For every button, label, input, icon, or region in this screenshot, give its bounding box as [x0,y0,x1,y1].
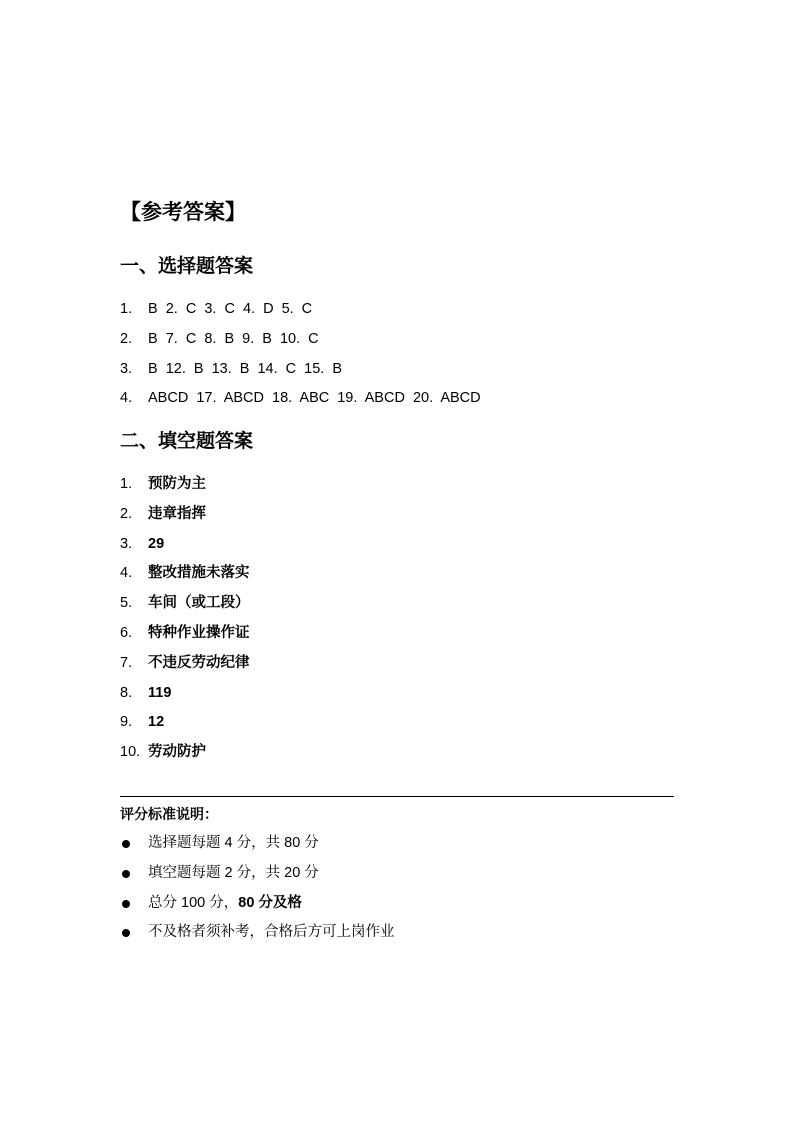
item-text: 119 [148,684,172,701]
item-number: 9. [120,714,133,731]
item-text: B 2. C 3. C 4. D 5. C [148,301,313,317]
item-number: 2. [120,505,133,522]
item-text: 选择题每题 4 分，共 80 分 [148,835,319,851]
item-text: 预防为主 [148,476,206,492]
item-text: 不及格者须补考，合格后方可上岗作业 [148,924,395,941]
page-title: 【参考答案】 [120,201,246,224]
section-divider [120,796,674,797]
item-number: 4. [120,390,133,407]
item-number: 6. [120,624,133,641]
section-heading-multiple-choice: 一、选择题答案 [120,256,254,277]
item-text: B 12. B 13. B 14. C 15. B [148,360,343,377]
item-number: 5. [120,595,133,612]
bullet-icon [122,929,130,937]
item-text: 整改措施未落实 [148,565,250,582]
bullet-icon [122,840,130,848]
item-number: 1. [120,301,133,317]
item-text: 劳动防护 [148,744,206,761]
bullet-icon [122,900,130,908]
item-number: 8. [120,684,133,701]
item-text-wrapper [148,889,302,919]
item-text: 总分 100 分， [148,894,239,911]
section-heading-fill-in-blank: 二、填空题答案 [120,431,254,452]
item-number: 2. [120,330,133,347]
item-text: 特种作业操作证 [148,624,250,641]
item-number: 1. [120,476,133,492]
pass-threshold-text: 80 分及格 [238,894,302,911]
item-text: 不违反劳动纪律 [148,654,250,671]
scoring-title: 评分标准说明： [120,806,218,822]
item-text: 车间（或工段） [148,595,250,612]
item-number: 3. [120,535,133,552]
item-number: 3. [120,360,133,377]
item-number: 7. [120,654,133,671]
item-number: 4. [120,565,133,582]
bullet-icon [122,870,130,878]
item-text: 12 [148,714,165,731]
item-text: 29 [148,535,165,552]
item-text: 违章指挥 [148,505,206,522]
item-number: 10. [120,744,141,761]
item-text: ABCD 17. ABCD 18. ABC 19. ABCD 20. ABCD [148,390,481,407]
item-text: B 7. C 8. B 9. B 10. C [148,330,319,347]
item-text: 填空题每题 2 分，共 20 分 [148,864,319,881]
